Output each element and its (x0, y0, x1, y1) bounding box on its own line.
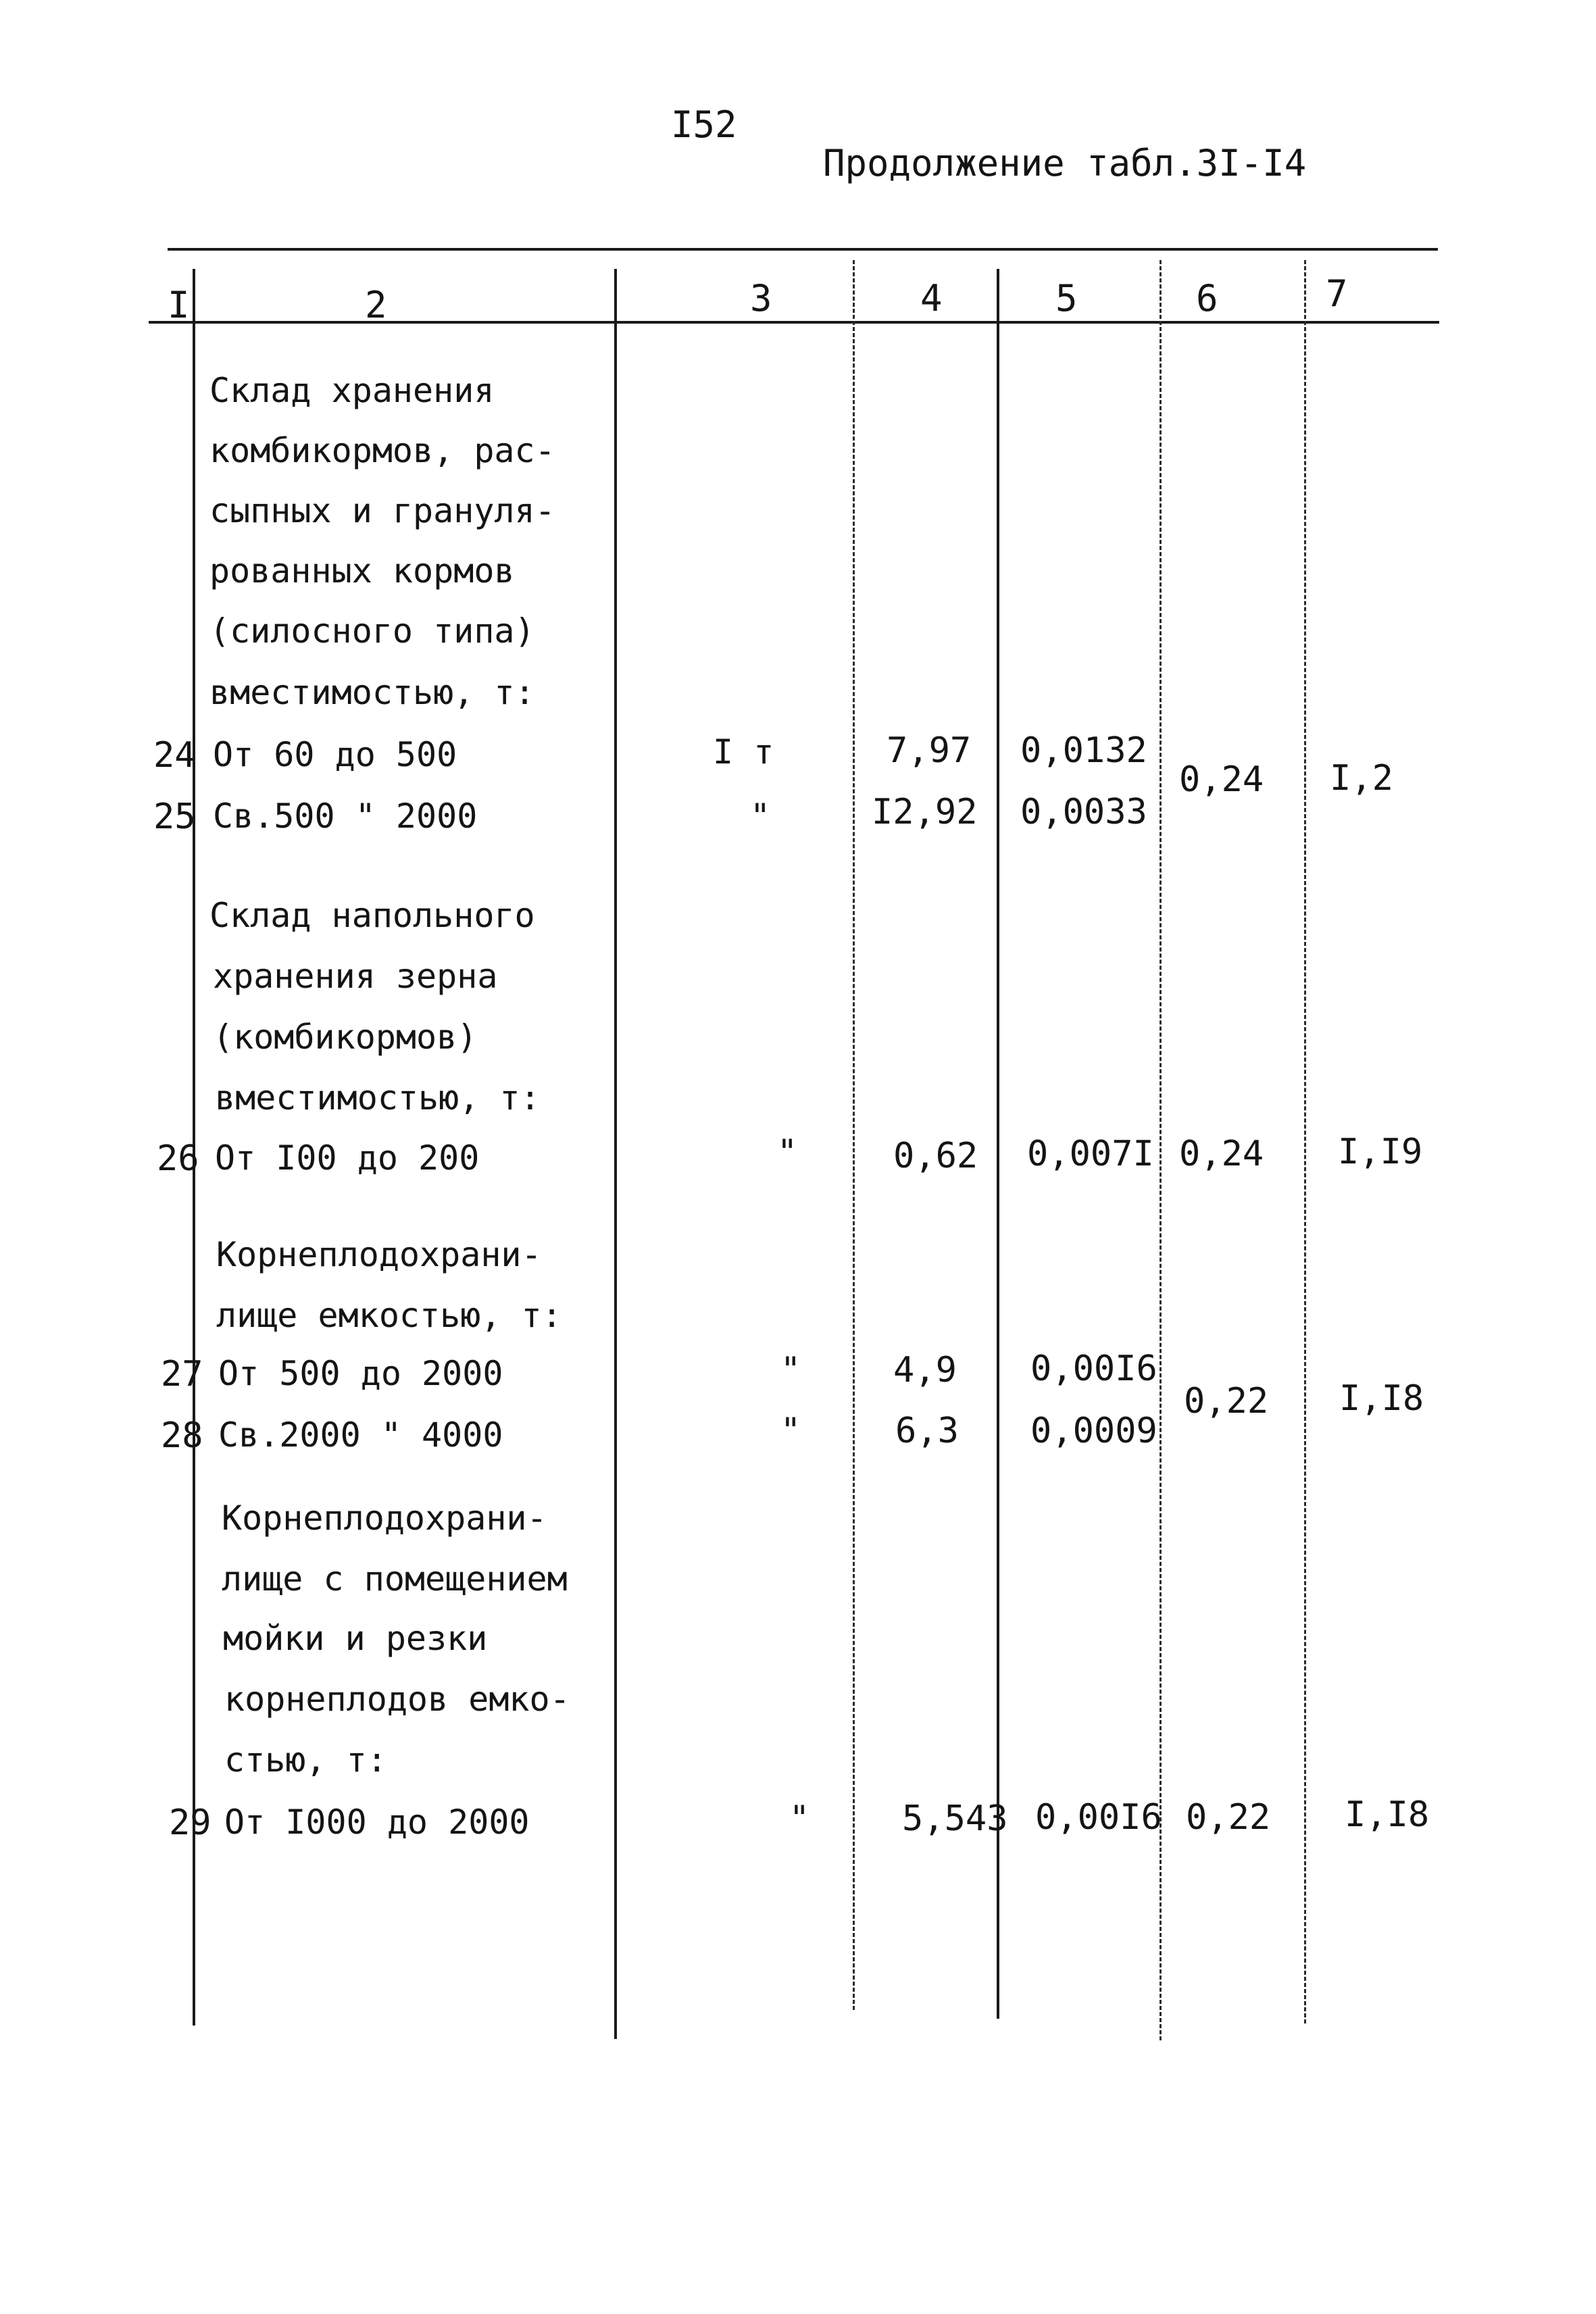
row-value-col4: 6,3 (895, 1411, 959, 1451)
group1-title-line: рованных кормов (209, 551, 515, 590)
row-value-col4: 0,62 (893, 1136, 978, 1176)
row-name: Св.500 " 2000 (213, 797, 478, 836)
group2-title-line: (комбикормов) (213, 1017, 478, 1057)
group2-title-line: вместимостью, т: (215, 1078, 541, 1117)
group4-title-line: мойки и резки (223, 1619, 488, 1658)
row-number: 29 (169, 1803, 211, 1843)
group3-value-col6: 0,22 (1184, 1381, 1269, 1422)
column-divider-2 (614, 269, 617, 2039)
group2-title-line: хранения зерна (213, 957, 498, 996)
row-name: От I000 до 2000 (224, 1803, 530, 1842)
row-unit: I т (713, 732, 774, 772)
row-unit: " (777, 1132, 798, 1172)
row-value-col5: 0,0033 (1020, 792, 1147, 832)
table-header-rule (149, 321, 1439, 324)
group1-value-col7: I,2 (1330, 758, 1393, 799)
page-number: I52 (671, 103, 737, 146)
row-name: Св.2000 " 4000 (218, 1415, 503, 1455)
row-unit: " (750, 797, 771, 836)
row-value-col6: 0,22 (1186, 1797, 1271, 1838)
row-value-col6: 0,24 (1179, 1134, 1264, 1174)
column-divider-3 (853, 260, 855, 2010)
group1-title-line: Склад хранения (209, 371, 495, 410)
row-number: 25 (153, 797, 196, 837)
group1-title-line: сыпных и грануля- (209, 491, 555, 530)
row-value-col5: 0,0132 (1020, 730, 1147, 771)
row-name: От 60 до 500 (213, 735, 457, 774)
row-number: 28 (161, 1415, 203, 1456)
row-value-col4: 4,9 (893, 1350, 957, 1390)
group4-title-line: лище с помещением (222, 1559, 568, 1599)
column-header-6: 6 (1196, 277, 1218, 320)
group1-title-line: комбикормов, рас- (209, 431, 555, 470)
column-header-4: 4 (920, 277, 943, 320)
row-unit: " (780, 1411, 801, 1450)
row-value-col7: I,I9 (1338, 1132, 1423, 1172)
column-divider-6 (1304, 260, 1306, 2023)
row-value-col5: 0,00I6 (1035, 1797, 1162, 1838)
table-top-rule (168, 248, 1438, 251)
row-value-col4: 7,97 (887, 730, 972, 771)
group4-title-line: корнеплодов емко- (224, 1680, 570, 1719)
row-value-col4: 5,543 (902, 1799, 1008, 1839)
column-header-2: 2 (365, 284, 387, 326)
row-value-col7: I,I8 (1345, 1794, 1430, 1835)
group1-title-line: вместимостью, т: (209, 673, 535, 712)
row-unit: " (780, 1350, 801, 1389)
table-caption: Продолжение табл.3I-I4 (823, 142, 1307, 184)
group1-value-col6: 0,24 (1179, 759, 1264, 800)
column-header-7: 7 (1326, 272, 1348, 315)
row-value-col5: 0,007I (1027, 1134, 1154, 1174)
row-number: 26 (157, 1138, 199, 1179)
column-header-1: I (168, 284, 190, 326)
group4-title-line: стью, т: (224, 1740, 387, 1780)
group4-title-line: Корнеплодохрани- (222, 1499, 547, 1538)
row-name: От 500 до 2000 (218, 1354, 503, 1393)
row-number: 27 (161, 1354, 203, 1394)
row-value-col5: 0,0009 (1030, 1411, 1157, 1451)
row-number: 24 (153, 735, 196, 776)
group3-title-line: лище емкостью, т: (216, 1296, 562, 1335)
row-name: От I00 до 200 (215, 1138, 480, 1178)
group3-title-line: Корнеплодохрани- (216, 1235, 542, 1274)
group3-value-col7: I,I8 (1339, 1378, 1424, 1419)
row-value-col5: 0,00I6 (1030, 1349, 1157, 1389)
group1-title-line: (силосного типа) (209, 611, 535, 651)
column-header-5: 5 (1055, 277, 1078, 320)
column-divider-4 (997, 269, 999, 2019)
column-divider-5 (1159, 260, 1162, 2040)
column-header-3: 3 (750, 277, 772, 320)
row-unit: " (789, 1799, 810, 1838)
group2-title-line: Склад напольного (209, 896, 535, 935)
row-value-col4: I2,92 (872, 792, 978, 832)
